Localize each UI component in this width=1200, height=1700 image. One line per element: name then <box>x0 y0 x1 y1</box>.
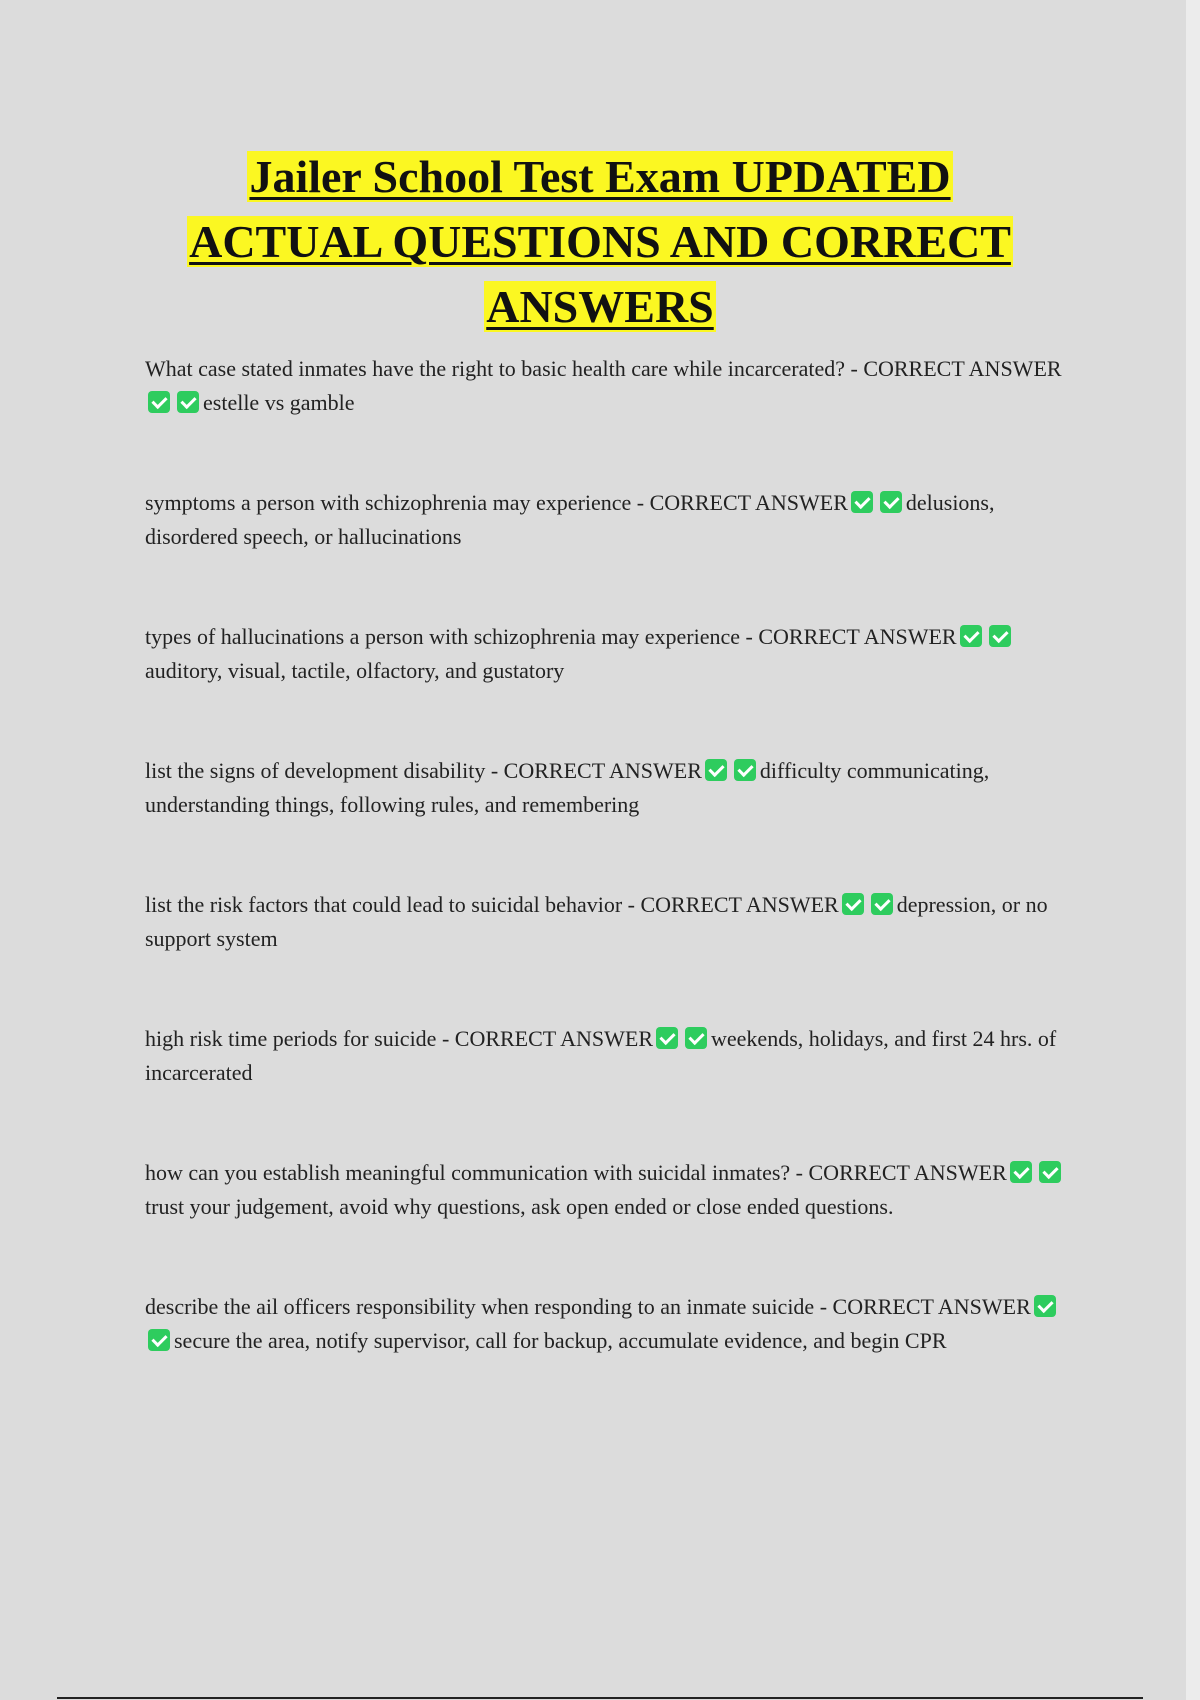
qa-item-1 <box>145 352 1065 420</box>
check-mark-icon <box>1010 1161 1032 1183</box>
title-line-1: Jailer School Test Exam UPDATED <box>249 151 951 202</box>
page-edge <box>1186 0 1200 1700</box>
check-mark-icon <box>960 625 982 647</box>
check-mark-icon <box>685 1027 707 1049</box>
answer-text: delusions, disordered speech, or hallucinations <box>145 490 995 549</box>
title-line-3: ANSWERS <box>486 281 714 332</box>
check-mark-icon <box>148 391 170 413</box>
qa-item-6 <box>145 1022 1065 1090</box>
footer-divider <box>57 1697 1143 1699</box>
question-text: types of hallucinations a person with schizophrenia may experience - CORRECT ANSWER <box>145 624 957 649</box>
question-text: symptoms a person with schizophrenia may experience - CORRECT ANSWER <box>145 490 848 515</box>
check-mark-icon <box>1034 1295 1056 1317</box>
qa-item-5 <box>145 888 1065 956</box>
check-mark-icon <box>842 893 864 915</box>
document-title <box>130 144 1070 339</box>
check-mark-icon <box>1039 1161 1061 1183</box>
check-mark-icon <box>148 1329 170 1351</box>
answer-text: difficulty communicating, understanding things, following rules, and remembering <box>145 758 990 817</box>
check-mark-icon <box>656 1027 678 1049</box>
answer-text: auditory, visual, tactile, olfactory, and gustatory <box>145 658 565 683</box>
qa-item-2 <box>145 486 1065 554</box>
check-mark-icon <box>734 759 756 781</box>
qa-item-3 <box>145 620 1065 688</box>
qa-list <box>145 352 1065 1424</box>
question-text: high risk time periods for suicide - CORRECT ANSWER <box>145 1026 654 1051</box>
answer-text: depression, or no support system <box>145 892 1048 951</box>
qa-item-7 <box>145 1156 1065 1224</box>
answer-text: estelle vs gamble <box>203 390 355 415</box>
question-text: list the signs of development disability - CORRECT ANSWER <box>145 758 702 783</box>
qa-item-4 <box>145 754 1065 822</box>
check-mark-icon <box>851 491 873 513</box>
qa-item-8 <box>145 1290 1065 1358</box>
answer-text: secure the area, notify supervisor, call for backup, accumulate evidence, and begin CPR <box>174 1328 947 1353</box>
check-mark-icon <box>989 625 1011 647</box>
check-mark-icon <box>177 391 199 413</box>
title-line-2: ACTUAL QUESTIONS AND CORRECT <box>189 216 1011 267</box>
check-mark-icon <box>705 759 727 781</box>
check-mark-icon <box>871 893 893 915</box>
question-text: list the risk factors that could lead to suicidal behavior - CORRECT ANSWER <box>145 892 839 917</box>
question-text: how can you establish meaningful communication with suicidal inmates? - CORRECT ANSWER <box>145 1160 1007 1185</box>
answer-text: weekends, holidays, and first 24 hrs. of incarcerated <box>145 1026 1057 1085</box>
check-mark-icon <box>880 491 902 513</box>
answer-text: trust your judgement, avoid why questions, ask open ended or close ended questions. <box>145 1194 894 1219</box>
question-text: describe the ail officers responsibility when responding to an inmate suicide - CORRECT ANSWER <box>145 1294 1031 1319</box>
question-text: What case stated inmates have the right to basic health care while incarcerated? - CORRECT ANSWER <box>145 356 1062 381</box>
